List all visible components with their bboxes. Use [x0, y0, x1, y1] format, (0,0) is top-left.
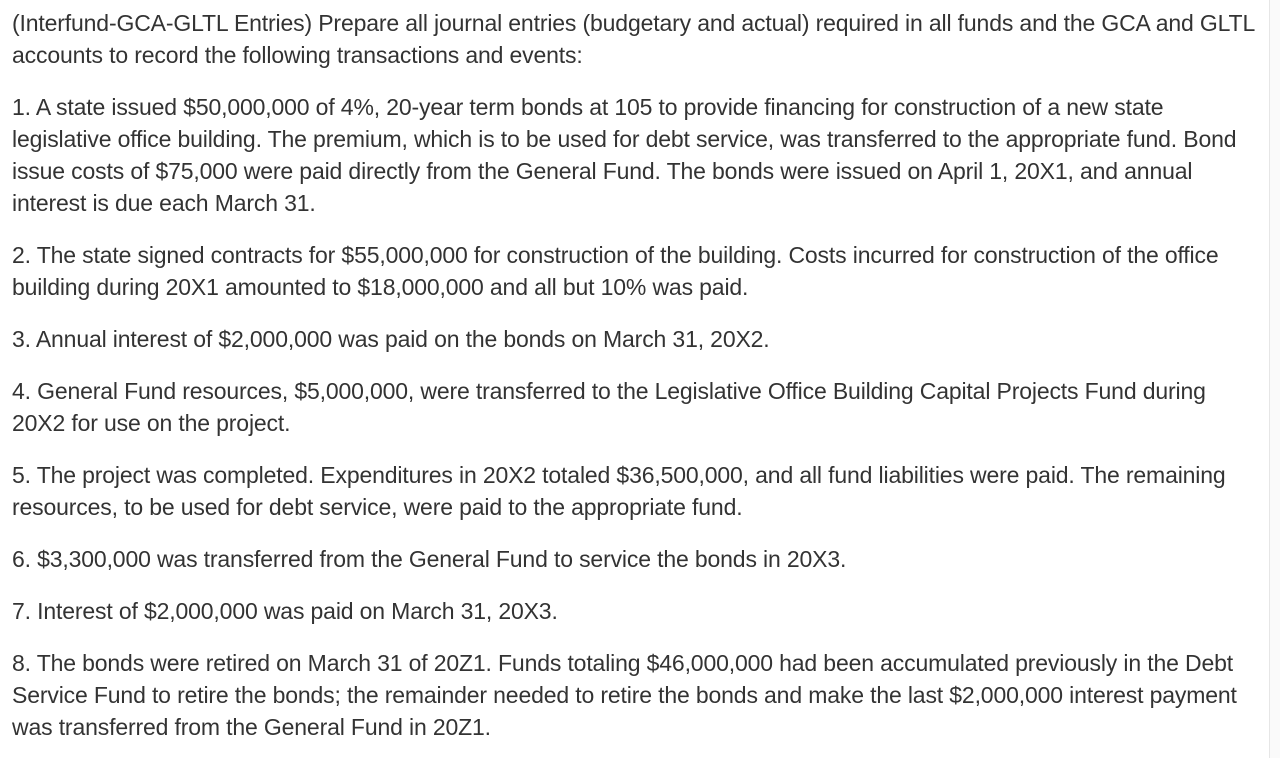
problem-item-6: 6. $3,300,000 was transferred from the General Fund to service the bonds in 20X3.: [12, 546, 847, 572]
scroll-edge: [1269, 0, 1280, 758]
problem-item-8: 8. The bonds were retired on March 31 of 20Z1. Funds totaling $46,000,000 had been accumulated previously in the Debt Service Fund to retire the bonds; the remainder needed to retire the bonds and make the last $2,000,000 interest payment was transferred from the General Fund in 20Z1.: [12, 650, 1237, 740]
problem-item-4: 4. General Fund resources, $5,000,000, were transferred to the Legislative Office Building Capital Projects Fund during 20X2 for use on the project.: [12, 378, 1206, 436]
problem-statement: [12, 7, 1264, 763]
problem-item-2: 2. The state signed contracts for $55,000,000 for construction of the building. Costs incurred for construction of the office building during 20X1 amounted to $18,000,000 and all but 10% was paid.: [12, 242, 1219, 300]
problem-item-3: 3. Annual interest of $2,000,000 was paid on the bonds on March 31, 20X2.: [12, 326, 770, 352]
problem-intro: (Interfund-GCA-GLTL Entries) Prepare all journal entries (budgetary and actual) required in all funds and the GCA and GLTL accounts to record the following transactions and events:: [12, 10, 1255, 68]
problem-item-5: 5. The project was completed. Expenditures in 20X2 totaled $36,500,000, and all fund liabilities were paid. The remaining resources, to be used for debt service, were paid to the appropriate fund.: [12, 462, 1226, 520]
problem-item-1: 1. A state issued $50,000,000 of 4%, 20-year term bonds at 105 to provide financing for construction of a new state legislative office building. The premium, which is to be used for debt service, was transferred to the appropriate fund. Bond issue costs of $75,000 were paid directly from the General Fund. The bonds were issued on April 1, 20X1, and annual interest is due each March 31.: [12, 94, 1237, 216]
problem-item-7: 7. Interest of $2,000,000 was paid on March 31, 20X3.: [12, 598, 558, 624]
